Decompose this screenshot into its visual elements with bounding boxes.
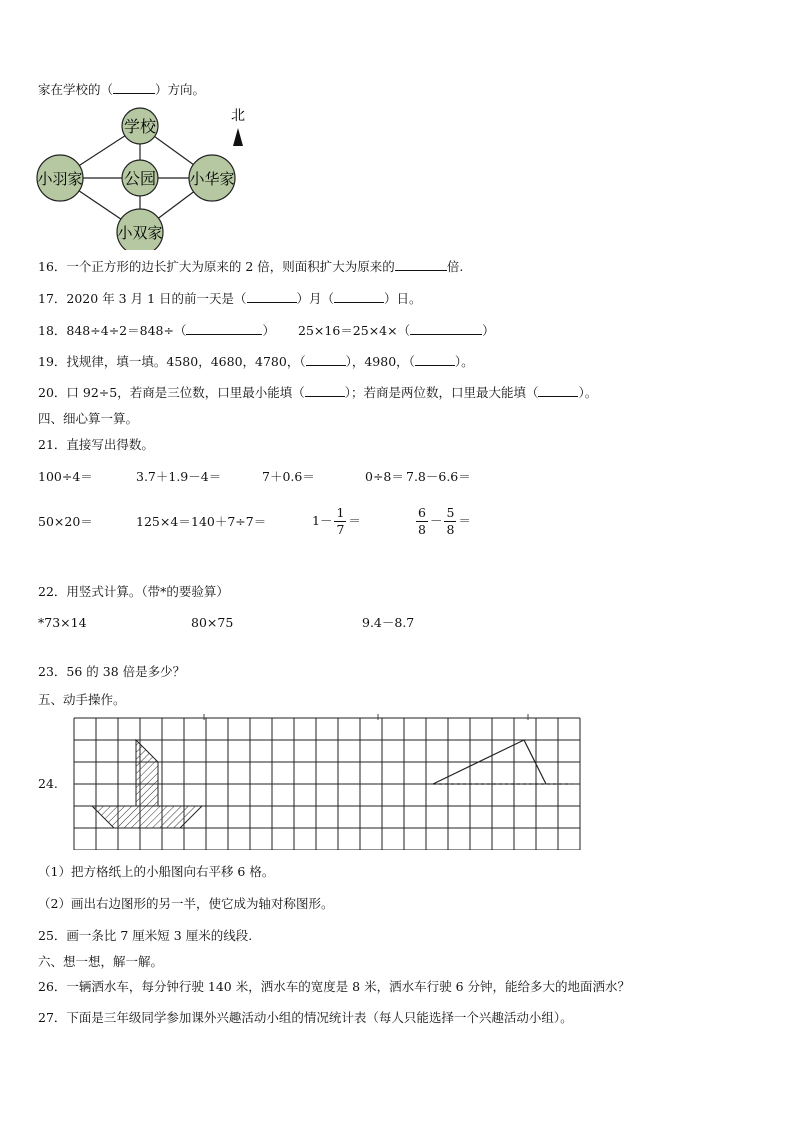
q21-r2-item-1: 50×20＝ <box>38 514 93 529</box>
direction-map <box>36 106 256 250</box>
q24-sub1: （1）把方格纸上的小船图向右平移 6 格。 <box>38 864 275 879</box>
q20-text-mid: ）；若商是两位数，口里最大能填（ <box>344 385 539 400</box>
frac2-equals: ＝ <box>458 513 471 528</box>
q19-line <box>38 354 474 370</box>
q21-r2-item-3: 140＋7÷7＝ <box>191 514 267 529</box>
map-node-xiaohua <box>189 155 235 201</box>
grid-top-ticks <box>204 714 528 720</box>
q17-number: 17． <box>38 291 67 306</box>
q24-sub2: （2）画出右边图形的另一半，使它成为轴对称图形。 <box>38 896 334 911</box>
q21-r2-item-2: 125×4＝ <box>136 514 191 529</box>
q21-r1-item-5: 7.8－6.6＝ <box>406 469 471 484</box>
section-6-heading: 六、想一想，解一解。 <box>38 954 164 969</box>
frac2b <box>444 505 456 538</box>
q24-number: 24. <box>38 776 58 791</box>
q22-item-2: 80×75 <box>191 615 234 630</box>
q19-text: 找规律，填一填。4580，4680，4780，（ <box>66 354 306 369</box>
q21-r1-item-3: 7＋0.6＝ <box>262 469 315 484</box>
q20-number: 20． <box>38 385 67 400</box>
q18-b-after: ） <box>482 323 495 338</box>
q22-item-1: *73×14 <box>38 615 87 630</box>
q21-fraction-expr-1 <box>312 505 361 538</box>
grid-paper <box>70 712 592 850</box>
q21-r1-item-1: 100÷4＝ <box>38 469 93 484</box>
q23-title: 23．56 的 38 倍是多少？ <box>38 664 186 679</box>
frac1-denominator: 7 <box>336 522 345 537</box>
q16-text-after: 倍. <box>446 259 464 274</box>
q22-title: 22．用竖式计算。（带*的要验算） <box>38 584 229 599</box>
map-node-park <box>122 160 158 196</box>
map-node-school <box>122 108 158 144</box>
frac1-whole: 1－ <box>312 513 333 528</box>
q19-text-mid: ），4980，（ <box>345 354 415 369</box>
q20-text-after: ）。 <box>578 385 598 400</box>
q17-text-after: ）日。 <box>384 291 422 306</box>
frac2-minus: － <box>429 513 443 528</box>
q16-text: 一个正方形的边长扩大为原来的 2 倍，则面积扩大为原来的 <box>66 259 395 274</box>
q26: 26．一辆洒水车，每分钟行驶 140 米，洒水车的宽度是 8 米，洒水车行驶 6 分钟，能给多大的地面洒水？ <box>38 979 631 994</box>
map-node-xiaoshuang <box>117 209 163 250</box>
q19-number: 19． <box>38 354 67 369</box>
q15-text: 家在学校的（ <box>38 82 114 97</box>
frac2b-denominator: 8 <box>446 522 455 537</box>
q18-b-text: 25×16＝25×4×（ <box>298 323 411 338</box>
north-arrow-icon <box>231 108 245 146</box>
q18-number: 18． <box>38 323 67 338</box>
q18-b-blank[interactable] <box>410 323 482 335</box>
q19-blank-1[interactable] <box>306 354 346 366</box>
q20-text: 口 92÷5，若商是三位数，口里最小能填（ <box>66 385 305 400</box>
q27: 27．下面是三年级同学参加课外兴趣活动小组的情况统计表（每人只能选择一个兴趣活动小组）。 <box>38 1010 573 1025</box>
q17-day-blank[interactable] <box>334 291 384 303</box>
q16-answer-blank[interactable] <box>395 259 447 271</box>
frac2b-numerator: 5 <box>446 505 455 520</box>
svg-text:小华家: 小华家 <box>189 170 235 188</box>
q17-text: 2020 年 3 月 1 日的前一天是（ <box>66 291 247 306</box>
frac2a <box>416 505 428 538</box>
q19-text-after: ）。 <box>454 354 474 369</box>
q17-month-blank[interactable] <box>247 291 297 303</box>
q19-blank-2[interactable] <box>415 354 455 366</box>
q20-blank-2[interactable] <box>538 385 578 397</box>
section-4-heading: 四、细心算一算。 <box>38 411 139 426</box>
boat-hull <box>92 806 202 828</box>
svg-text:小羽家: 小羽家 <box>37 170 83 188</box>
q21-r1-item-2: 3.7＋1.9－4＝ <box>136 469 222 484</box>
q17-text-mid: ）月（ <box>296 291 335 306</box>
q18-a-after: ） <box>262 323 275 338</box>
q18-a-blank[interactable] <box>186 323 262 335</box>
q18-line <box>38 323 275 339</box>
frac2a-numerator: 6 <box>418 505 426 520</box>
svg-text:公园: 公园 <box>123 169 157 188</box>
q25: 25．画一条比 7 厘米短 3 厘米的线段. <box>38 928 253 943</box>
svg-text:北: 北 <box>231 108 245 124</box>
svg-text:小双家: 小双家 <box>117 224 163 242</box>
q22-item-3: 9.4－8.7 <box>362 615 415 630</box>
q16-number: 16． <box>38 259 67 274</box>
boat-sail <box>136 740 158 806</box>
q20-line <box>38 385 597 401</box>
q16-line <box>38 259 463 275</box>
frac1-equals: ＝ <box>348 513 361 528</box>
frac1 <box>334 505 346 538</box>
map-node-xiaoyu <box>37 155 83 201</box>
q21-title: 21．直接写出得数。 <box>38 437 154 452</box>
q15-answer-blank[interactable] <box>113 82 155 94</box>
q20-blank-1[interactable] <box>305 385 345 397</box>
q18-b-line <box>298 323 495 339</box>
frac1-numerator: 1 <box>336 505 345 520</box>
q18-a-text: 848÷4÷2＝848÷（ <box>66 323 187 338</box>
section-5-heading: 五、动手操作。 <box>38 692 126 707</box>
q21-fraction-expr-2 <box>414 505 471 538</box>
frac2a-denominator: 8 <box>418 522 426 537</box>
svg-text:学校: 学校 <box>123 117 157 136</box>
q17-line <box>38 291 422 307</box>
q15-tail-line <box>38 82 205 98</box>
q21-r1-item-4: 0÷8＝ <box>365 469 404 484</box>
q15-text-after: ）方向。 <box>155 82 206 97</box>
